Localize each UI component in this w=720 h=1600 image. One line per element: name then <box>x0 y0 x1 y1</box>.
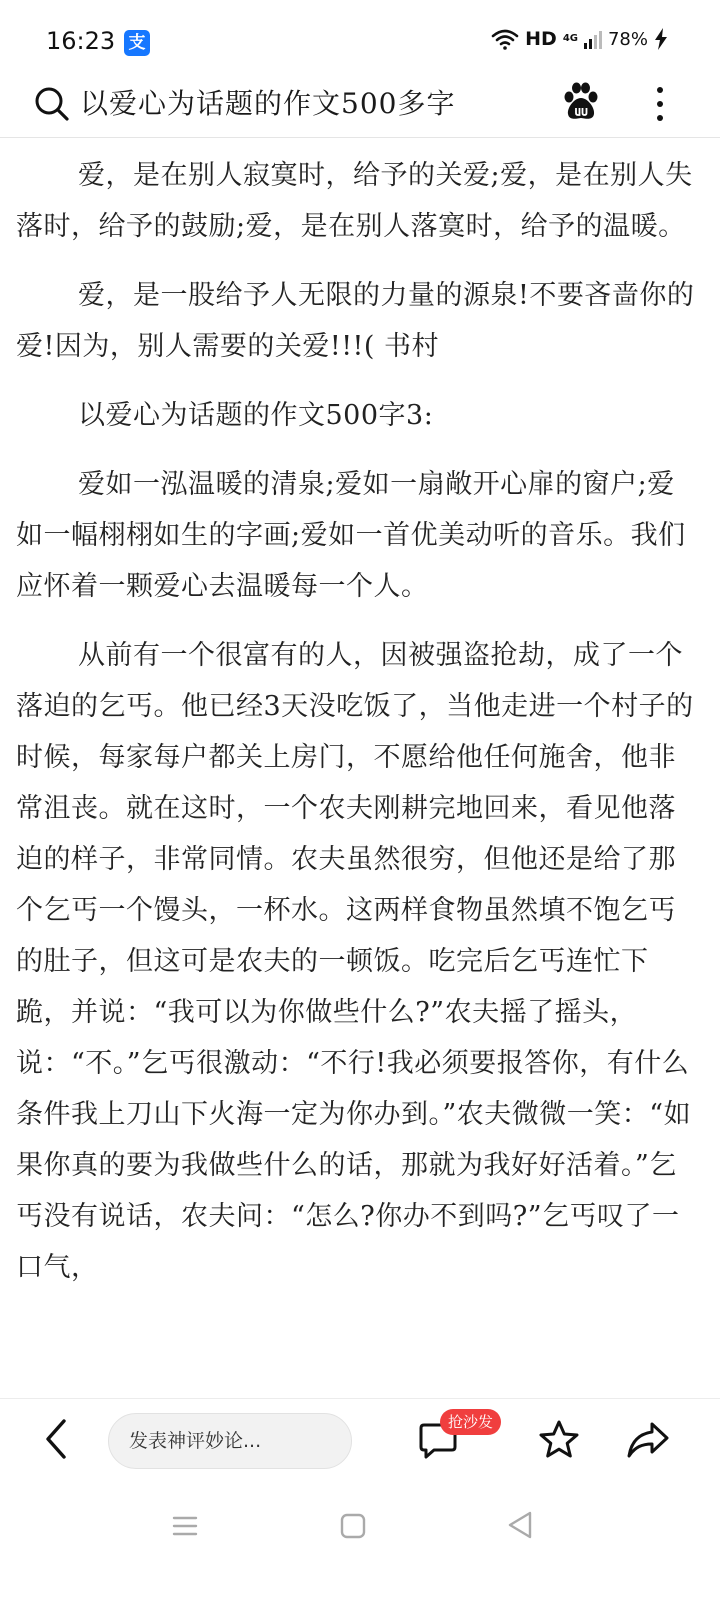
back-arrow-icon[interactable] <box>40 1417 74 1461</box>
status-time: 16:23 <box>46 27 116 55</box>
wifi-icon <box>491 28 519 50</box>
system-nav-bar <box>0 1484 720 1600</box>
article-body <box>16 142 696 1398</box>
charging-icon <box>654 28 668 50</box>
header-bar <box>0 80 720 138</box>
recent-apps-icon[interactable] <box>172 1514 198 1538</box>
share-icon[interactable] <box>626 1419 670 1461</box>
page-title[interactable]: 以爱心为话题的作文500多字 <box>80 87 456 120</box>
article-paragraph: 爱如一泓温暖的清泉;爱如一扇敞开心扉的窗户;爱如一幅栩栩如生的字画;爱如一首优美动听的音乐。我们应怀着一颗爱心去温暖每一个人。 <box>16 469 686 602</box>
status-indicators <box>491 28 668 50</box>
comment-input[interactable]: 发表神评妙论... <box>108 1413 352 1469</box>
more-vertical-icon[interactable] <box>650 84 670 124</box>
home-icon[interactable] <box>340 1512 366 1540</box>
network-type-label: 4G <box>562 33 578 44</box>
grab-sofa-badge[interactable]: 抢沙发 <box>440 1409 501 1435</box>
baidu-paw-icon[interactable] <box>563 82 599 122</box>
bottom-action-bar <box>0 1398 720 1484</box>
search-icon[interactable] <box>34 86 70 122</box>
article-paragraph: 从前有一个很富有的人，因被强盗抢劫，成了一个落迫的乞丐。他已经3天没吃饭了，当他走进一个村子的时候，每家每户都关上房门，不愿给他任何施舍，他非常沮丧。就在这时，一个农夫刚耕完地回来，看见他落迫的样子，非常同情。农夫虽然很穷，但他还是给了那个乞丐一个馒头，一杯水。这两样食物虽然填不饱乞丐的肚子，但这可是农夫的一顿饭。吃完后乞丐连忙下跪，并说：“我可以为你做些什么?”农夫摇了摇头，说：“不。”乞丐很激动：“不行!我必须要报答你，有什么条件我上刀山下火海一定为你办到。”农夫微微一笑：“如果你真的要为我做些什么的话，那就为我好好活着。”乞丐没有说话，农夫问：“怎么?你办不到吗?”乞丐叹了一口气， <box>16 640 694 1283</box>
article-paragraph: 爱，是一股给予人无限的力量的源泉!不要吝啬你的爱!因为，别人需要的关爱!!!( 书村 <box>16 280 695 362</box>
nav-back-icon[interactable] <box>506 1510 534 1540</box>
favorite-star-icon[interactable] <box>538 1419 580 1461</box>
alipay-notification-icon: 支 <box>124 30 150 56</box>
status-bar <box>0 0 720 80</box>
article-subheading: 以爱心为话题的作文500字3: <box>78 400 434 431</box>
battery-level: 78% <box>607 28 648 50</box>
article-paragraph: 爱，是在别人寂寞时，给予的关爱;爱，是在别人失落时，给予的鼓励;爱，是在别人落寞时，给予的温暖。 <box>16 160 693 242</box>
signal-icon <box>584 29 602 49</box>
hd-voice-label: HD <box>525 28 557 50</box>
